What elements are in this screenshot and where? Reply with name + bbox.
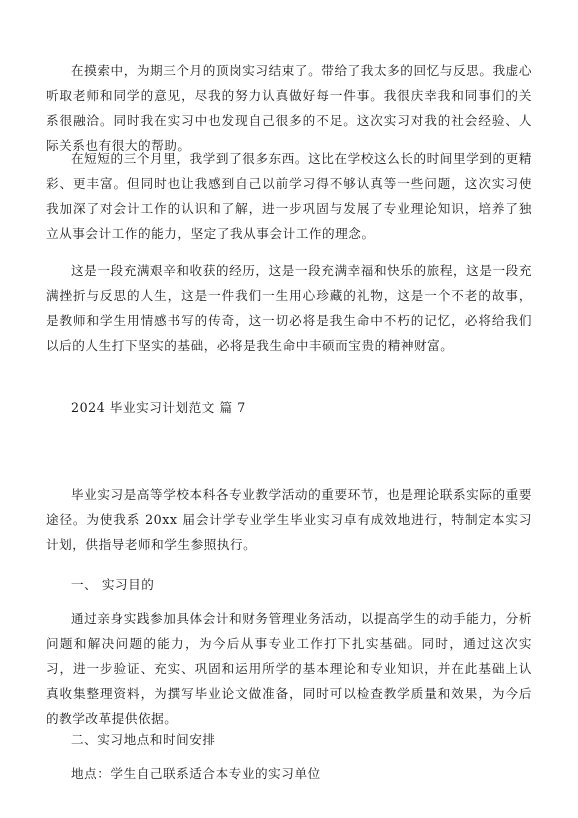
section-title: 2024 毕业实习计划范文 篇 7	[71, 400, 246, 415]
paragraph-purpose: 通过亲身实践参加具体会计和财务管理业务活动，以提高学生的动手能力，分析问题和解决问题的能力，为今后从事专业工作打下扎实基础。同时，通过这次实习，进一步验证、充实、巩固和运用所学的基本理论和专业知识，并在此基础上认真收集整理资料，为撰写毕业论文做准备，同时可以检查教学质量和效果，为今后的教学改革提供依据。	[46, 611, 532, 726]
paragraph-journey: 这是一段充满艰辛和收获的经历，这是一段充满幸福和快乐的旅程，这是一段充满挫折与反思的人生，这是一件我们一生用心珍藏的礼物，这是一个不老的故事，是教师和学生用情感书写的传奇，这一切必将是我生命中不朽的记忆，必将给我们以后的人生打下坚实的基础，必将是我生命中丰硕而宝贵的精神财富。	[46, 263, 532, 353]
heading-place-time: 二、实习地点和时间安排	[71, 732, 216, 747]
paragraph-intro: 毕业实习是高等学校本科各专业教学活动的重要环节，也是理论联系实际的重要途径。为使我系 20xx 届会计学专业学生毕业实习卓有成效地进行，特制定本实习计划，供指导老师和学生参照执行。	[46, 487, 532, 552]
place-line: 地点：学生自己联系适合本专业的实习单位	[71, 766, 321, 781]
paragraph-three-months: 在短短的三个月里，我学到了很多东西。这比在学校这么长的时间里学到的更精彩、更丰富。但同时也让我感到自己以前学习得不够认真等一些问题，这次实习使我加深了对会计工作的认识和了解，进一步巩固与发展了专业理论知识，培养了独立从事会计工作的能力，坚定了我从事会计工作的理念。	[46, 151, 532, 241]
heading-purpose: 一、 实习目的	[71, 577, 155, 592]
paragraph-internship-reflection: 在摸索中，为期三个月的顶岗实习结束了。带给了我太多的回忆与反思。我虚心听取老师和同学的意见，尽我的努力认真做好每一件事。我很庆幸我和同事们的关系很融洽。同时我在实习中也发现自己很多的不足。这次实习对我的社会经验、人际关系也有很大的帮助。	[46, 63, 532, 153]
